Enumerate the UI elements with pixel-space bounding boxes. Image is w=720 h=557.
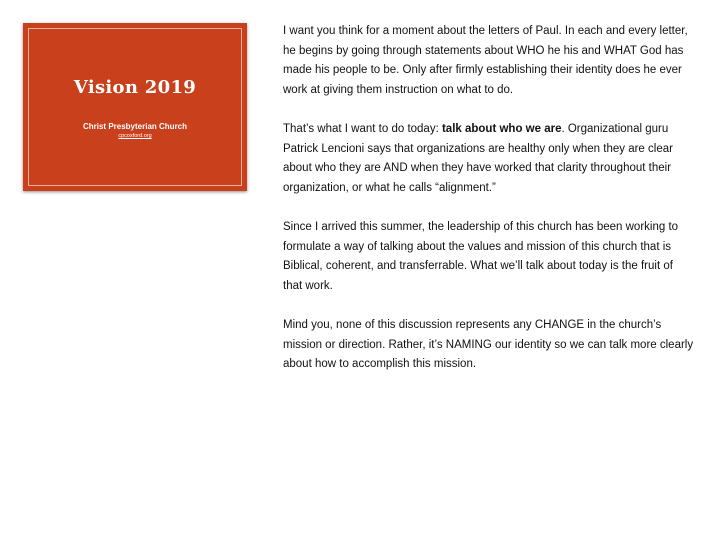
notes-paragraph-4: Mind you, none of this discussion represents any CHANGE in the church’s mission or direction. Rather, it’s NAMING our identity so we can talk more clearly about how to accomplish this mission. <box>283 318 694 371</box>
notes-paragraph-2 <box>283 120 695 198</box>
notes-paragraph-1: I want you think for a moment about the letters of Paul. In each and every letter, he begins by going through statements about WHO he his and WHAT God has made his people to be. Only after firmly establishing their identity does he ever work at giving them instruction on what to do. <box>283 25 688 96</box>
slide-inner-border <box>28 28 242 186</box>
slide-thumbnail[interactable] <box>23 23 247 191</box>
notes-paragraph-3: Since I arrived this summer, the leadership of this church has been working to formulate a way of talking about the values and mission of this church that is Biblical, coherent, and transferrable. What we’ll talk about today is the fruit of that work. <box>283 220 679 292</box>
notes-paragraph-2-intro: That’s what I want to do today: <box>283 122 442 135</box>
slide-church-name: Christ Presbyterian Church <box>82 122 188 131</box>
notes-paragraph-2-rest: . Organizational guru Patrick Lencioni says that organizations are healthy only when they are clear about who they are AND when they have worked that clarity throughout their organization, or what he calls “alignment.” <box>283 122 673 194</box>
slide-title: Vision 2019 <box>73 77 197 98</box>
speaker-notes <box>283 22 695 394</box>
slide-url-link[interactable]: cpcoxford.org <box>118 133 152 139</box>
notes-paragraph-2-emphasis: talk about who we are <box>441 122 562 135</box>
